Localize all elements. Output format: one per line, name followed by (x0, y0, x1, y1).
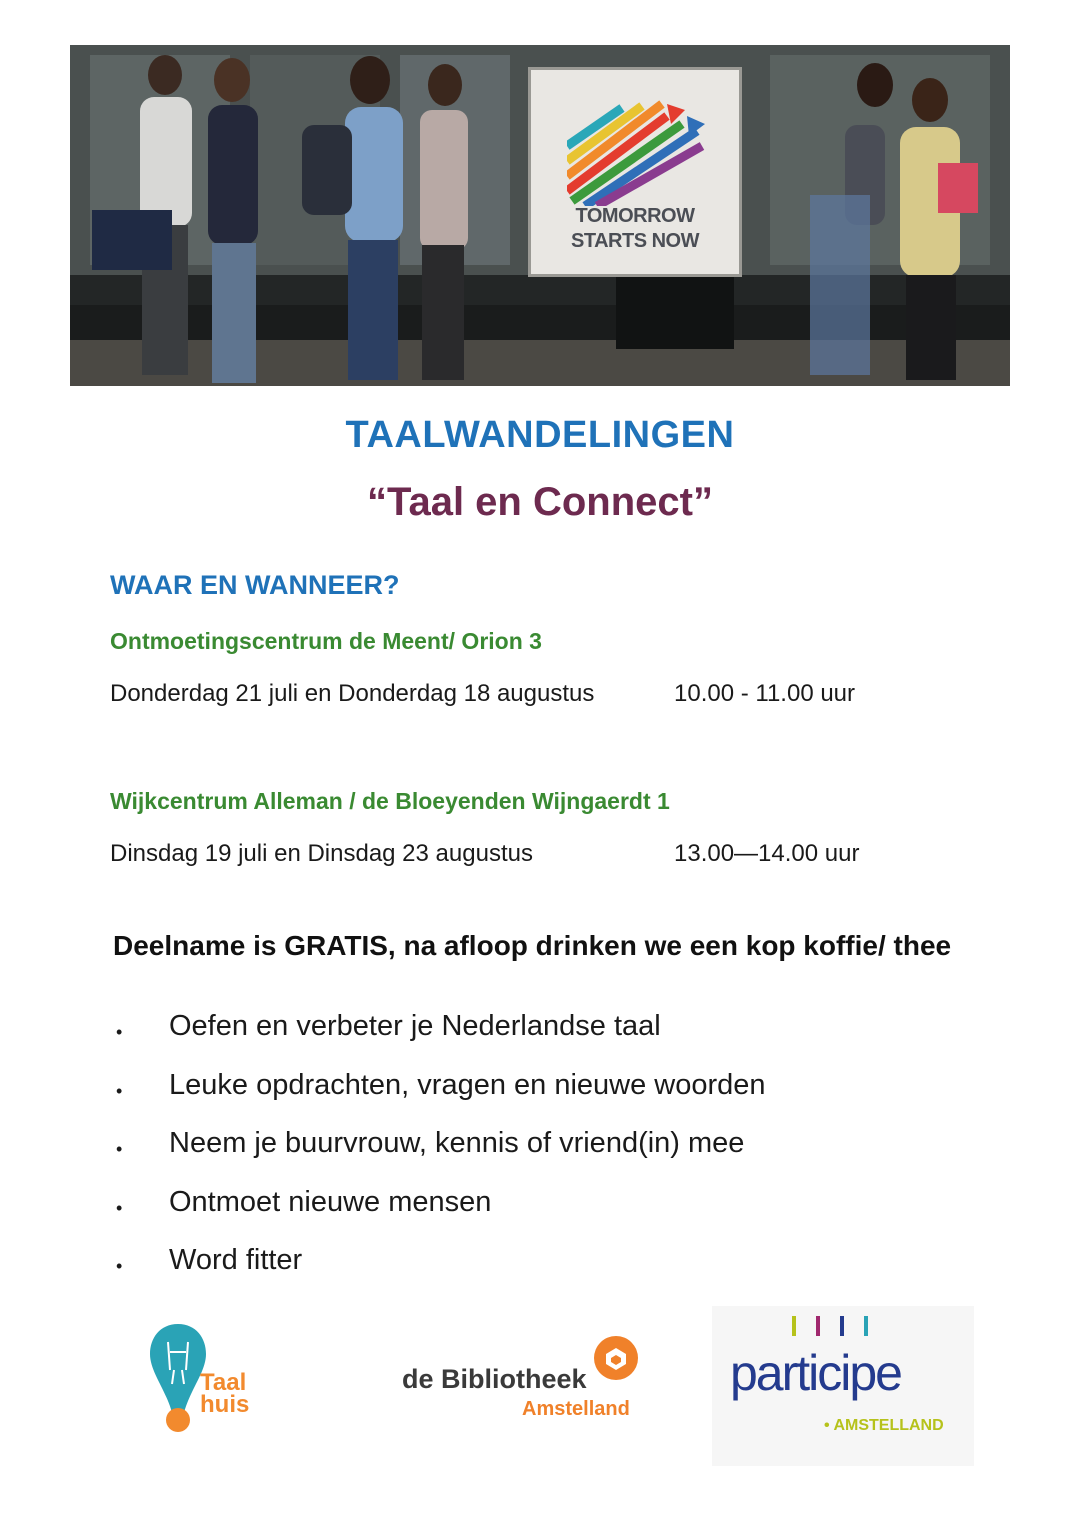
participe-logo (712, 1306, 974, 1466)
location-dates: Donderdag 21 juli en Donderdag 18 augustus (110, 680, 595, 707)
bibliotheek-emblem-icon (592, 1334, 640, 1382)
list-item-text: Neem je buurvrouw, kennis of vriend(in) mee (169, 1127, 745, 1159)
rising-arrows-graphic (567, 96, 707, 206)
page-title: TAALWANDELINGEN (345, 414, 735, 456)
bullet-icon: • (116, 1256, 123, 1276)
taalhuis-wordmark: Taal huis (200, 1369, 250, 1418)
bullet-icon: • (116, 1022, 123, 1042)
bullet-icon: • (116, 1139, 123, 1159)
list-item-text: Leuke opdrachten, vragen en nieuwe woorden (169, 1068, 766, 1101)
location-pin-icon (148, 1322, 208, 1432)
location-dates: Dinsdag 19 juli en Dinsdag 23 augustus (110, 840, 533, 867)
free-participation-note: Deelname is GRATIS, na afloop drinken we een kop koffie/ thee (113, 930, 952, 961)
location-name: Ontmoetingscentrum de Meent/ Orion 3 (110, 628, 542, 654)
taalhuis-logo (148, 1322, 268, 1442)
location-name: Wijkcentrum Alleman / de Bloeyenden Wijngaerdt 1 (110, 788, 670, 814)
participe-bars-icon (790, 1314, 880, 1338)
bibliotheek-region: Amstelland (522, 1398, 630, 1420)
location-time: 10.00 - 11.00 uur (674, 680, 856, 707)
location-time: 13.00—14.00 uur (674, 840, 860, 867)
bullet-icon: • (116, 1197, 123, 1218)
participe-wordmark: participe (730, 1345, 901, 1401)
participe-region: • AMSTELLAND (824, 1417, 944, 1434)
list-item-text: Word fitter (169, 1244, 303, 1276)
hero-photo (70, 45, 1010, 386)
sign-slogan: TOMORROW STARTS NOW (571, 205, 699, 252)
tomorrow-starts-now-sign (528, 67, 742, 277)
where-when-heading: WAAR EN WANNEER? (110, 570, 400, 600)
bibliotheek-wordmark: de Bibliotheek (402, 1364, 587, 1394)
bibliotheek-logo (402, 1334, 642, 1426)
page-subtitle: “Taal en Connect” (367, 480, 713, 524)
list-item-text: Ontmoet nieuwe mensen (169, 1185, 492, 1218)
bullet-icon: • (116, 1080, 123, 1101)
list-item-text: Oefen en verbeter je Nederlandse taal (169, 1010, 661, 1042)
